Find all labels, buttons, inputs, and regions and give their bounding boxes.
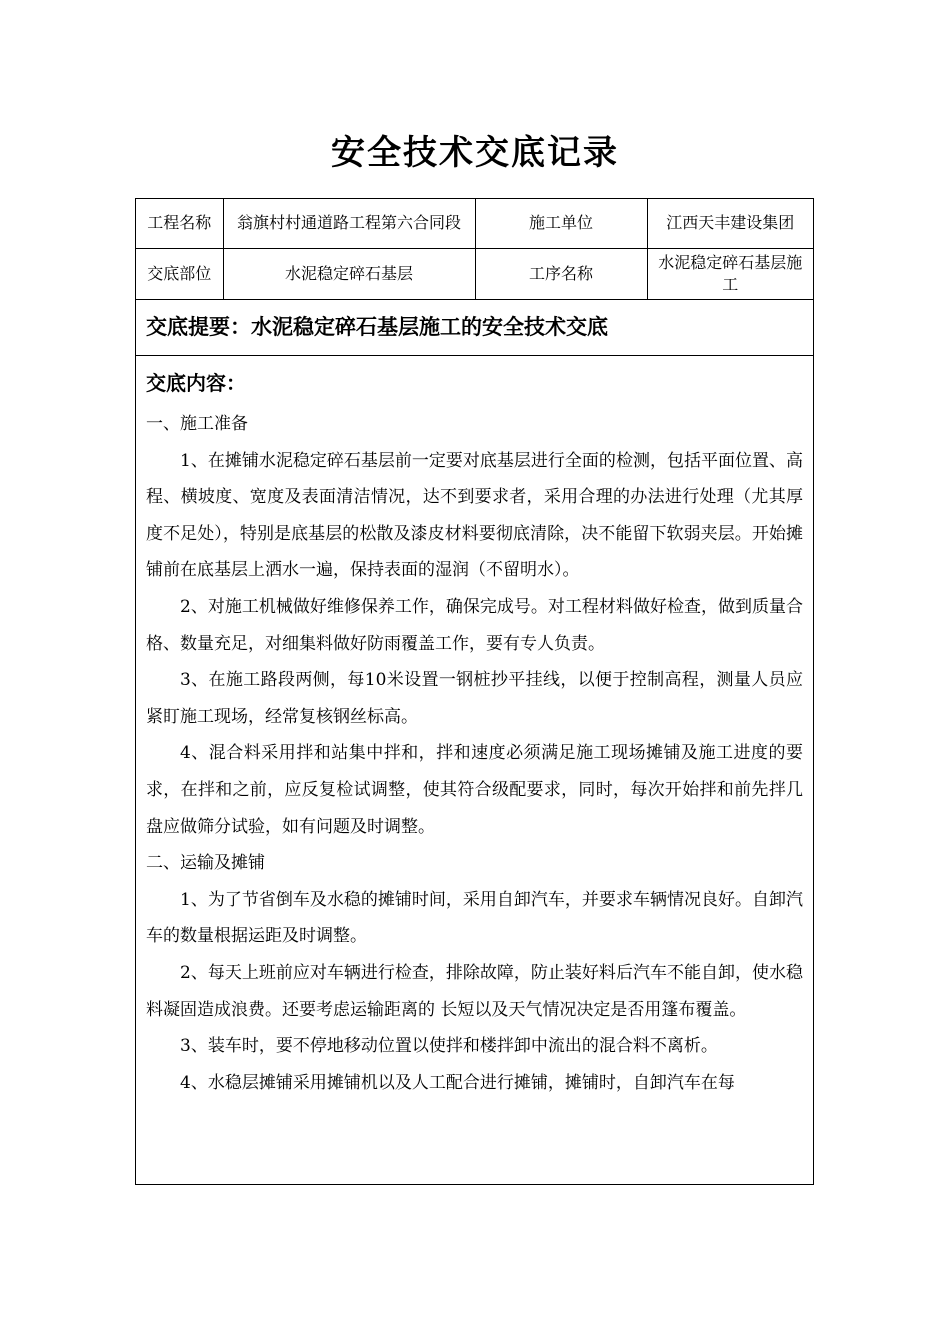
project-name-label: 工程名称 [136,199,223,248]
transport-item-3: 3、装车时，要不停地移动位置以使拌和楼拌卸中流出的混合料不离析。 [180,1036,718,1057]
disclosure-sheet [135,198,814,1185]
process-value: 水泥稳定碎石基层施工 [647,248,813,299]
construction-unit-value: 江西天丰建设集团 [647,199,813,248]
content-heading: 交底内容： [146,371,246,395]
transport-item-1: 1、为了节省倒车及水稳的摊铺时间，采用自卸汽车，并要求车辆情况良好。自卸汽车的数量根据运距及时调整。 [146,889,803,947]
transport-item-4: 4、水稳层摊铺采用摊铺机以及人工配合进行摊铺，摊铺时，自卸汽车在每 [180,1072,735,1093]
process-label: 工序名称 [475,248,647,299]
preparation-item-1: 1、在摊铺水泥稳定碎石基层前一定要对底基层进行全面的检测，包括平面位置、高程、横坡度、宽度及表面清洁情况，达不到要求者，采用合理的办法进行处理（尤其厚度不足处），特别是底基层的松散及漆皮材料要彻底清除，决不能留下软弱夹层。开始摊铺前在底基层上洒水一遍，保持表面的湿润（不留明水）。 [146,450,803,581]
section-title-preparation: 一、施工准备 [146,414,248,434]
info-table [136,199,813,300]
project-name-value: 翁旗村村通道路工程第六合同段 [223,199,475,248]
construction-unit-label: 施工单位 [475,199,647,248]
transport-item-2: 2、每天上班前应对车辆进行检查，排除故障，防止装好料后汽车不能自卸，使水稳料凝固造成浪费。还要考虑运输距离的 长短以及天气情况决定是否用篷布覆盖。 [146,962,803,1020]
preparation-item-3: 3、在施工路段两侧，每10米设置一钢桩抄平挂线，以便于控制高程，测量人员应紧盯施工现场，经常复核钢丝标高。 [146,670,803,727]
info-row-project [136,199,813,248]
preparation-item-2: 2、对施工机械做好维修保养工作，确保完成号。对工程材料做好检查，做到质量合格、数量充足，对细集料做好防雨覆盖工作，要有专人负责。 [146,596,803,654]
preparation-item-4: 4、混合料采用拌和站集中拌和，拌和速度必须满足施工现场摊铺及施工进度的要求，在拌和之前，应反复检试调整，使其符合级配要求，同时，每次开始拌和前先拌几盘应做筛分试验，如有问题及时调整。 [146,743,803,837]
part-value: 水泥稳定碎石基层 [223,248,475,299]
info-row-part [136,248,813,299]
disclosure-summary: 交底提要：水泥稳定碎石基层施工的安全技术交底 [136,299,813,356]
disclosure-content [136,356,813,1101]
section-title-transport: 二、运输及摊铺 [146,853,265,874]
document-title: 安全技术交底记录 [331,133,619,173]
part-label: 交底部位 [136,248,223,299]
